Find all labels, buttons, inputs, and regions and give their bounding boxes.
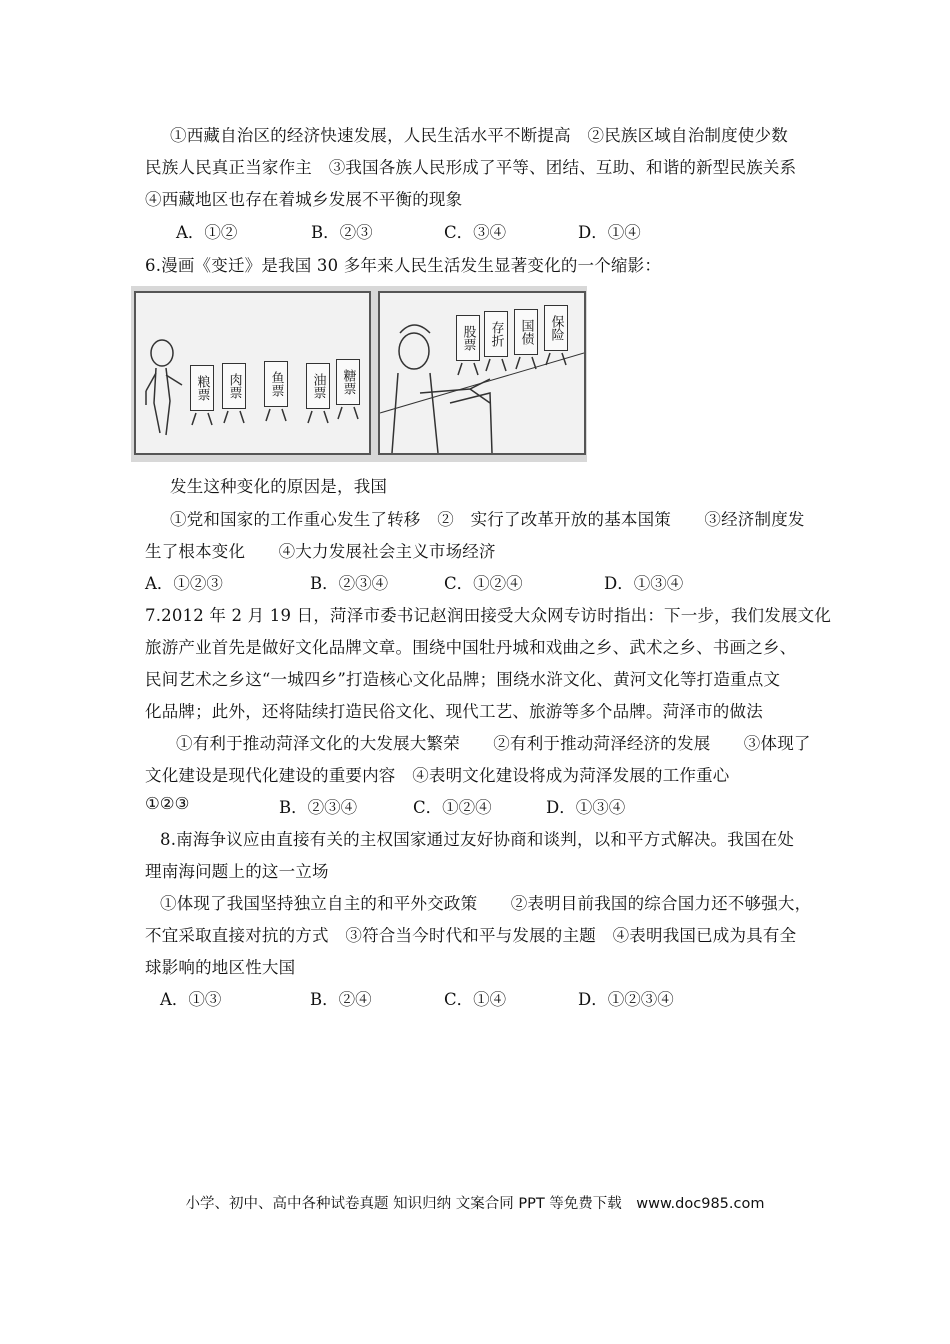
q8-option-d: D．①②③④: [578, 990, 674, 1009]
q8-stem-line1: 8.南海争议应由直接有关的主权国家通过友好协商和谈判，以和平方式解决。我国在处: [160, 830, 795, 849]
ticket-oil: 油票: [306, 363, 330, 409]
q5-statement-line2: 民族人民真正当家作主 ③我国各族人民形成了平等、团结、互助、和谐的新型民族关系: [145, 158, 797, 177]
q8-stem-line2: 理南海问题上的这一立场: [145, 862, 329, 881]
q6-statement-line2: 生了根本变化 ④大力发展社会主义市场经济: [145, 542, 496, 561]
q6-statement-line1: ①党和国家的工作重心发生了转移 ② 实行了改革开放的基本国策 ③经济制度发: [170, 510, 805, 529]
q7-stem-line4: 化品牌；此外，还将陆续打造民俗文化、现代工艺、旅游等多个品牌。菏泽市的做法: [145, 702, 763, 721]
page-footer: 小学、初中、高中各种试卷真题 知识归纳 文案合同 PPT 等免费下载 www.doc985.com: [185, 1196, 765, 1212]
q7-option-a: ①②③: [145, 794, 190, 813]
ticket-stocks: 股票: [456, 315, 480, 361]
q5-option-a: A．①②: [176, 223, 238, 242]
q7-stem-line2: 旅游产业首先是做好文化品牌文章。围绕中国牡丹城和戏曲之乡、武术之乡、书画之乡、: [145, 638, 797, 657]
q6-prompt: 发生这种变化的原因是，我国: [170, 477, 388, 496]
q5-statement-line3: ④西藏地区也存在着城乡发展不平衡的现象: [145, 190, 463, 209]
q8-statement-line2: 不宜采取直接对抗的方式 ③符合当今时代和平与发展的主题 ④表明我国已成为具有全: [145, 926, 797, 945]
ticket-grain: 粮票: [190, 365, 214, 411]
ticket-meat: 肉票: [222, 363, 246, 409]
ticket-fish: 鱼票: [264, 361, 288, 407]
q7-option-b: B．②③④: [279, 798, 358, 817]
q5-option-d: D．①④: [578, 223, 641, 242]
ticket-bonds: 国债: [514, 309, 538, 355]
q7-option-d: D．①③④: [546, 798, 626, 817]
q7-stem-line3: 民间艺术之乡这“一城四乡”打造核心文化品牌；围绕水浒文化、黄河文化等打造重点文: [145, 670, 781, 689]
q8-statement-line1: ①体现了我国坚持独立自主的和平外交政策 ②表明目前我国的综合国力还不够强大，: [160, 894, 812, 913]
q5-option-b: B．②③: [311, 223, 373, 242]
q7-option-c: C．①②④: [413, 798, 492, 817]
comic-image: [131, 286, 587, 462]
q6-option-c: C．①②④: [444, 574, 523, 593]
q5-statement-line1: ①西藏自治区的经济快速发展，人民生活水平不断提高 ②民族区域自治制度使少数: [170, 126, 788, 145]
q8-option-a: A．①③: [160, 990, 222, 1009]
q8-option-c: C．①④: [444, 990, 507, 1009]
ticket-sugar: 糖票: [336, 359, 360, 405]
ticket-legs-right: [380, 293, 584, 453]
q7-statement-line1: ①有利于推动菏泽文化的大发展大繁荣 ②有利于推动菏泽经济的发展 ③体现了: [176, 734, 811, 753]
q6-stem: 6.漫画《变迁》是我国 30 多年来人民生活发生显著变化的一个缩影：: [145, 256, 662, 275]
q8-option-b: B．②④: [310, 990, 372, 1009]
q6-option-d: D．①③④: [604, 574, 684, 593]
q8-statement-line3: 球影响的地区性大国: [145, 958, 296, 977]
q7-statement-line2: 文化建设是现代化建设的重要内容 ④表明文化建设将成为菏泽发展的工作重心: [145, 766, 730, 785]
ticket-legs-left: [136, 293, 369, 453]
ticket-passbook: 存折: [484, 311, 508, 357]
q7-stem-line1: 7.2012 年 2 月 19 日，菏泽市委书记赵润田接受大众网专访时指出：下一步，我们发展文化: [145, 606, 832, 625]
q5-option-c: C．③④: [444, 223, 507, 242]
comic-left-panel: [134, 291, 371, 455]
q6-option-a: A．①②③: [145, 574, 223, 593]
comic-right-panel: [378, 291, 586, 455]
ticket-insurance: 保险: [544, 305, 568, 351]
q6-option-b: B．②③④: [310, 574, 389, 593]
